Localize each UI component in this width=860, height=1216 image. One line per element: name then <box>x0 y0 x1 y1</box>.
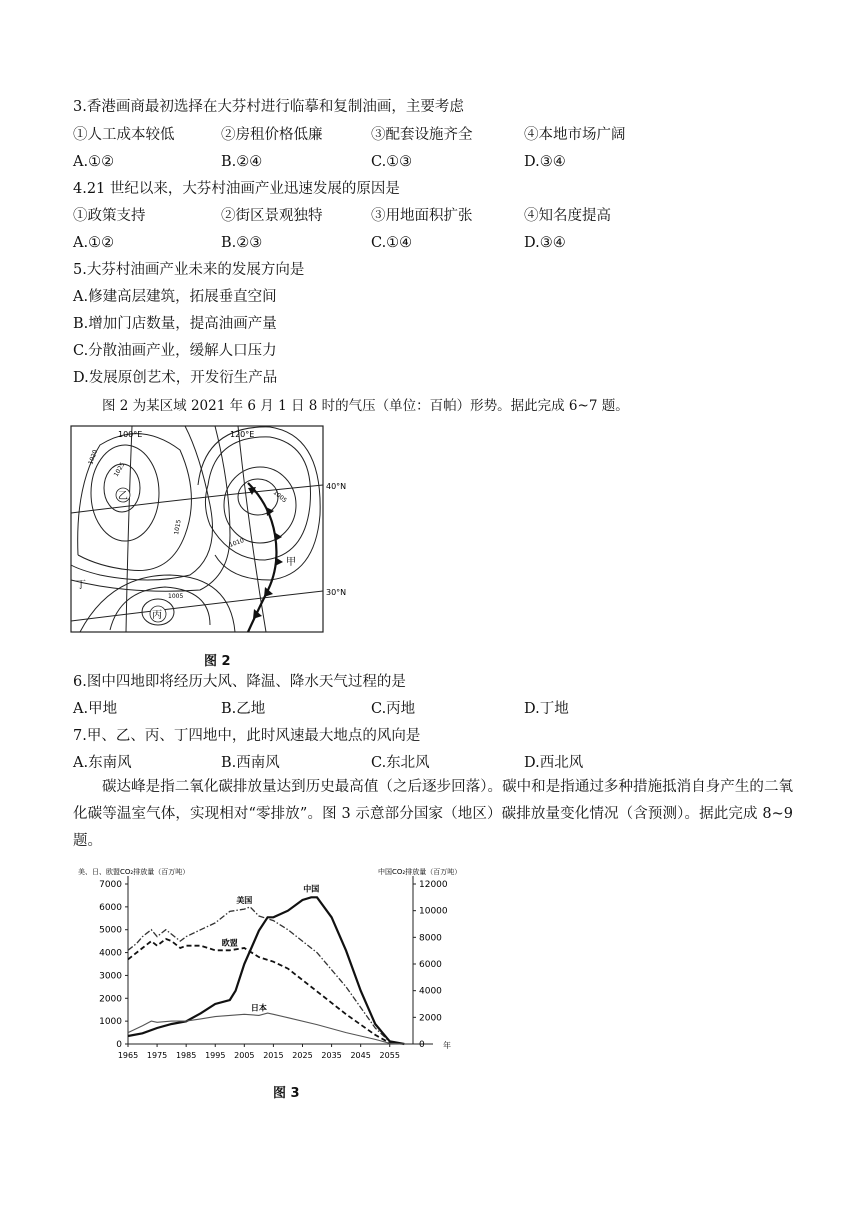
lon-label-120: 120°E <box>230 430 255 439</box>
x-tick-label: 1965 <box>117 1051 139 1060</box>
q4-option-d[interactable]: D.③④ <box>524 235 566 251</box>
emissions-chart <box>78 862 498 1072</box>
y-tick-label-right: 12000 <box>419 880 448 890</box>
q4-option-a[interactable]: A.①② <box>73 235 115 251</box>
series-label-2: 中国 <box>303 884 320 894</box>
intro-8-9 <box>73 774 793 855</box>
y-tick-label-left: 1000 <box>99 1017 122 1028</box>
series-line-0 <box>128 907 404 1044</box>
q4-item-3: ③用地面积扩张 <box>371 208 473 224</box>
lat-label-30: 30°N <box>326 588 347 597</box>
q6-option-d[interactable]: D.丁地 <box>524 701 569 717</box>
q5-option-a[interactable]: A.修建高层建筑，拓展垂直空间 <box>73 289 277 305</box>
isobar-1025: 1025 <box>112 461 127 478</box>
y-tick-label-left: 5000 <box>99 925 122 936</box>
y-tick-label-left: 6000 <box>99 902 122 913</box>
y-axis-right-title: 中国CO₂排放量（百万吨） <box>378 868 462 876</box>
place-bing: 丙 <box>152 610 162 621</box>
x-tick-label: 1985 <box>175 1051 197 1060</box>
isobar-1005-south: 1005 <box>168 593 184 600</box>
y-axis-left-title: 美、日、欧盟CO₂排放量（百万吨） <box>78 868 190 876</box>
y-tick-label-right: 4000 <box>419 986 442 997</box>
x-tick-label: 1995 <box>205 1051 226 1060</box>
lon-label-100: 100°E <box>118 430 143 439</box>
y-tick-label-right: 0 <box>419 1040 425 1050</box>
q7-option-c[interactable]: C.东北风 <box>371 755 430 771</box>
q5-option-c[interactable]: C.分散油画产业，缓解人口压力 <box>73 343 277 359</box>
isobar-1010: 1010 <box>228 537 246 549</box>
intro-6-7: 图 2 为某区域 2021 年 6 月 1 日 8 时的气压（单位：百帕）形势。据此完成 6~7 题。 <box>102 398 629 414</box>
figure-3-caption: 图 3 <box>273 1086 300 1101</box>
q6-option-c[interactable]: C.丙地 <box>371 701 416 717</box>
q3-option-c[interactable]: C.①③ <box>371 154 413 170</box>
q4-item-2: ②街区景观独特 <box>221 208 323 224</box>
q3-option-d[interactable]: D.③④ <box>524 154 566 170</box>
series-line-1 <box>128 939 404 1044</box>
y-tick-label-right: 10000 <box>419 906 448 917</box>
q3-item-3: ③配套设施齐全 <box>371 127 473 143</box>
q3-option-b[interactable]: B.②④ <box>221 154 263 170</box>
q3-item-2: ②房租价格低廉 <box>221 127 323 143</box>
q5-option-b[interactable]: B.增加门店数量，提高油画产量 <box>73 316 277 332</box>
series-line-3 <box>128 1013 404 1044</box>
x-axis-title: 年 <box>443 1041 451 1050</box>
lat-label-40: 40°N <box>326 482 347 491</box>
q3-item-1: ①人工成本较低 <box>73 127 175 143</box>
series-label-1: 欧盟 <box>221 938 238 948</box>
y-tick-label-left: 2000 <box>99 994 122 1005</box>
series-line-2 <box>128 897 404 1044</box>
x-tick-label: 2015 <box>263 1051 284 1060</box>
q7-option-b[interactable]: B.西南风 <box>221 755 280 771</box>
y-tick-label-left: 7000 <box>99 880 122 890</box>
y-tick-label-right: 6000 <box>419 960 442 970</box>
q4-stem: 4.21 世纪以来，大芬村油画产业迅速发展的原因是 <box>73 181 400 197</box>
y-tick-label-left: 0 <box>116 1040 122 1050</box>
q6-stem: 6.图中四地即将经历大风、降温、降水天气过程的是 <box>73 674 406 690</box>
q4-option-c[interactable]: C.①④ <box>371 235 413 251</box>
y-tick-label-left: 3000 <box>99 971 122 982</box>
x-tick-label: 2055 <box>379 1051 400 1060</box>
figure-2-caption: 图 2 <box>204 654 231 669</box>
x-tick-label: 2045 <box>350 1051 371 1060</box>
place-yi: 乙 <box>118 491 128 502</box>
q5-stem: 5.大芬村油画产业未来的发展方向是 <box>73 262 305 278</box>
x-tick-label: 1975 <box>146 1051 168 1060</box>
pressure-map <box>70 425 360 640</box>
x-tick-label: 2005 <box>234 1051 255 1060</box>
q5-option-d[interactable]: D.发展原创艺术，开发衍生产品 <box>73 370 278 386</box>
x-tick-label: 2025 <box>292 1051 313 1060</box>
y-tick-label-right: 2000 <box>419 1013 442 1024</box>
q7-option-d[interactable]: D.西北风 <box>524 755 584 771</box>
y-tick-label-left: 4000 <box>99 948 122 959</box>
y-tick-label-right: 8000 <box>419 933 442 944</box>
q7-option-a[interactable]: A.东南风 <box>73 755 132 771</box>
intro-8-9-text: 碳达峰是指二氧化碳排放量达到历史最高值（之后逐步回落）。碳中和是指通过多种措施抵消自身产生的二氧化碳等温室气体，实现相对“零排放”。图 3 示意部分国家（地区）碳排放量变化情况（含预测）。据此完成 8~9 题。 <box>73 779 793 849</box>
q3-item-4: ④本地市场广阔 <box>524 127 626 143</box>
place-jia: 甲 <box>286 557 296 568</box>
place-ding: 丁 <box>76 580 86 591</box>
q7-stem: 7.甲、乙、丙、丁四地中，此时风速最大地点的风向是 <box>73 728 421 744</box>
q6-option-a[interactable]: A.甲地 <box>73 701 118 717</box>
isobar-1020: 1020 <box>87 448 100 466</box>
q6-option-b[interactable]: B.乙地 <box>221 701 266 717</box>
q4-item-4: ④知名度提高 <box>524 208 611 224</box>
isobar-1005-north: 1005 <box>271 489 288 505</box>
q4-item-1: ①政策支持 <box>73 208 146 224</box>
x-tick-label: 2035 <box>321 1051 342 1060</box>
series-label-0: 美国 <box>236 896 253 906</box>
q4-option-b[interactable]: B.②③ <box>221 235 263 251</box>
isobar-1015: 1015 <box>173 519 183 536</box>
q3-option-a[interactable]: A.①② <box>73 154 115 170</box>
q3-stem: 3.香港画商最初选择在大芬村进行临摹和复制油画，主要考虑 <box>73 99 464 115</box>
series-label-3: 日本 <box>250 1003 267 1013</box>
